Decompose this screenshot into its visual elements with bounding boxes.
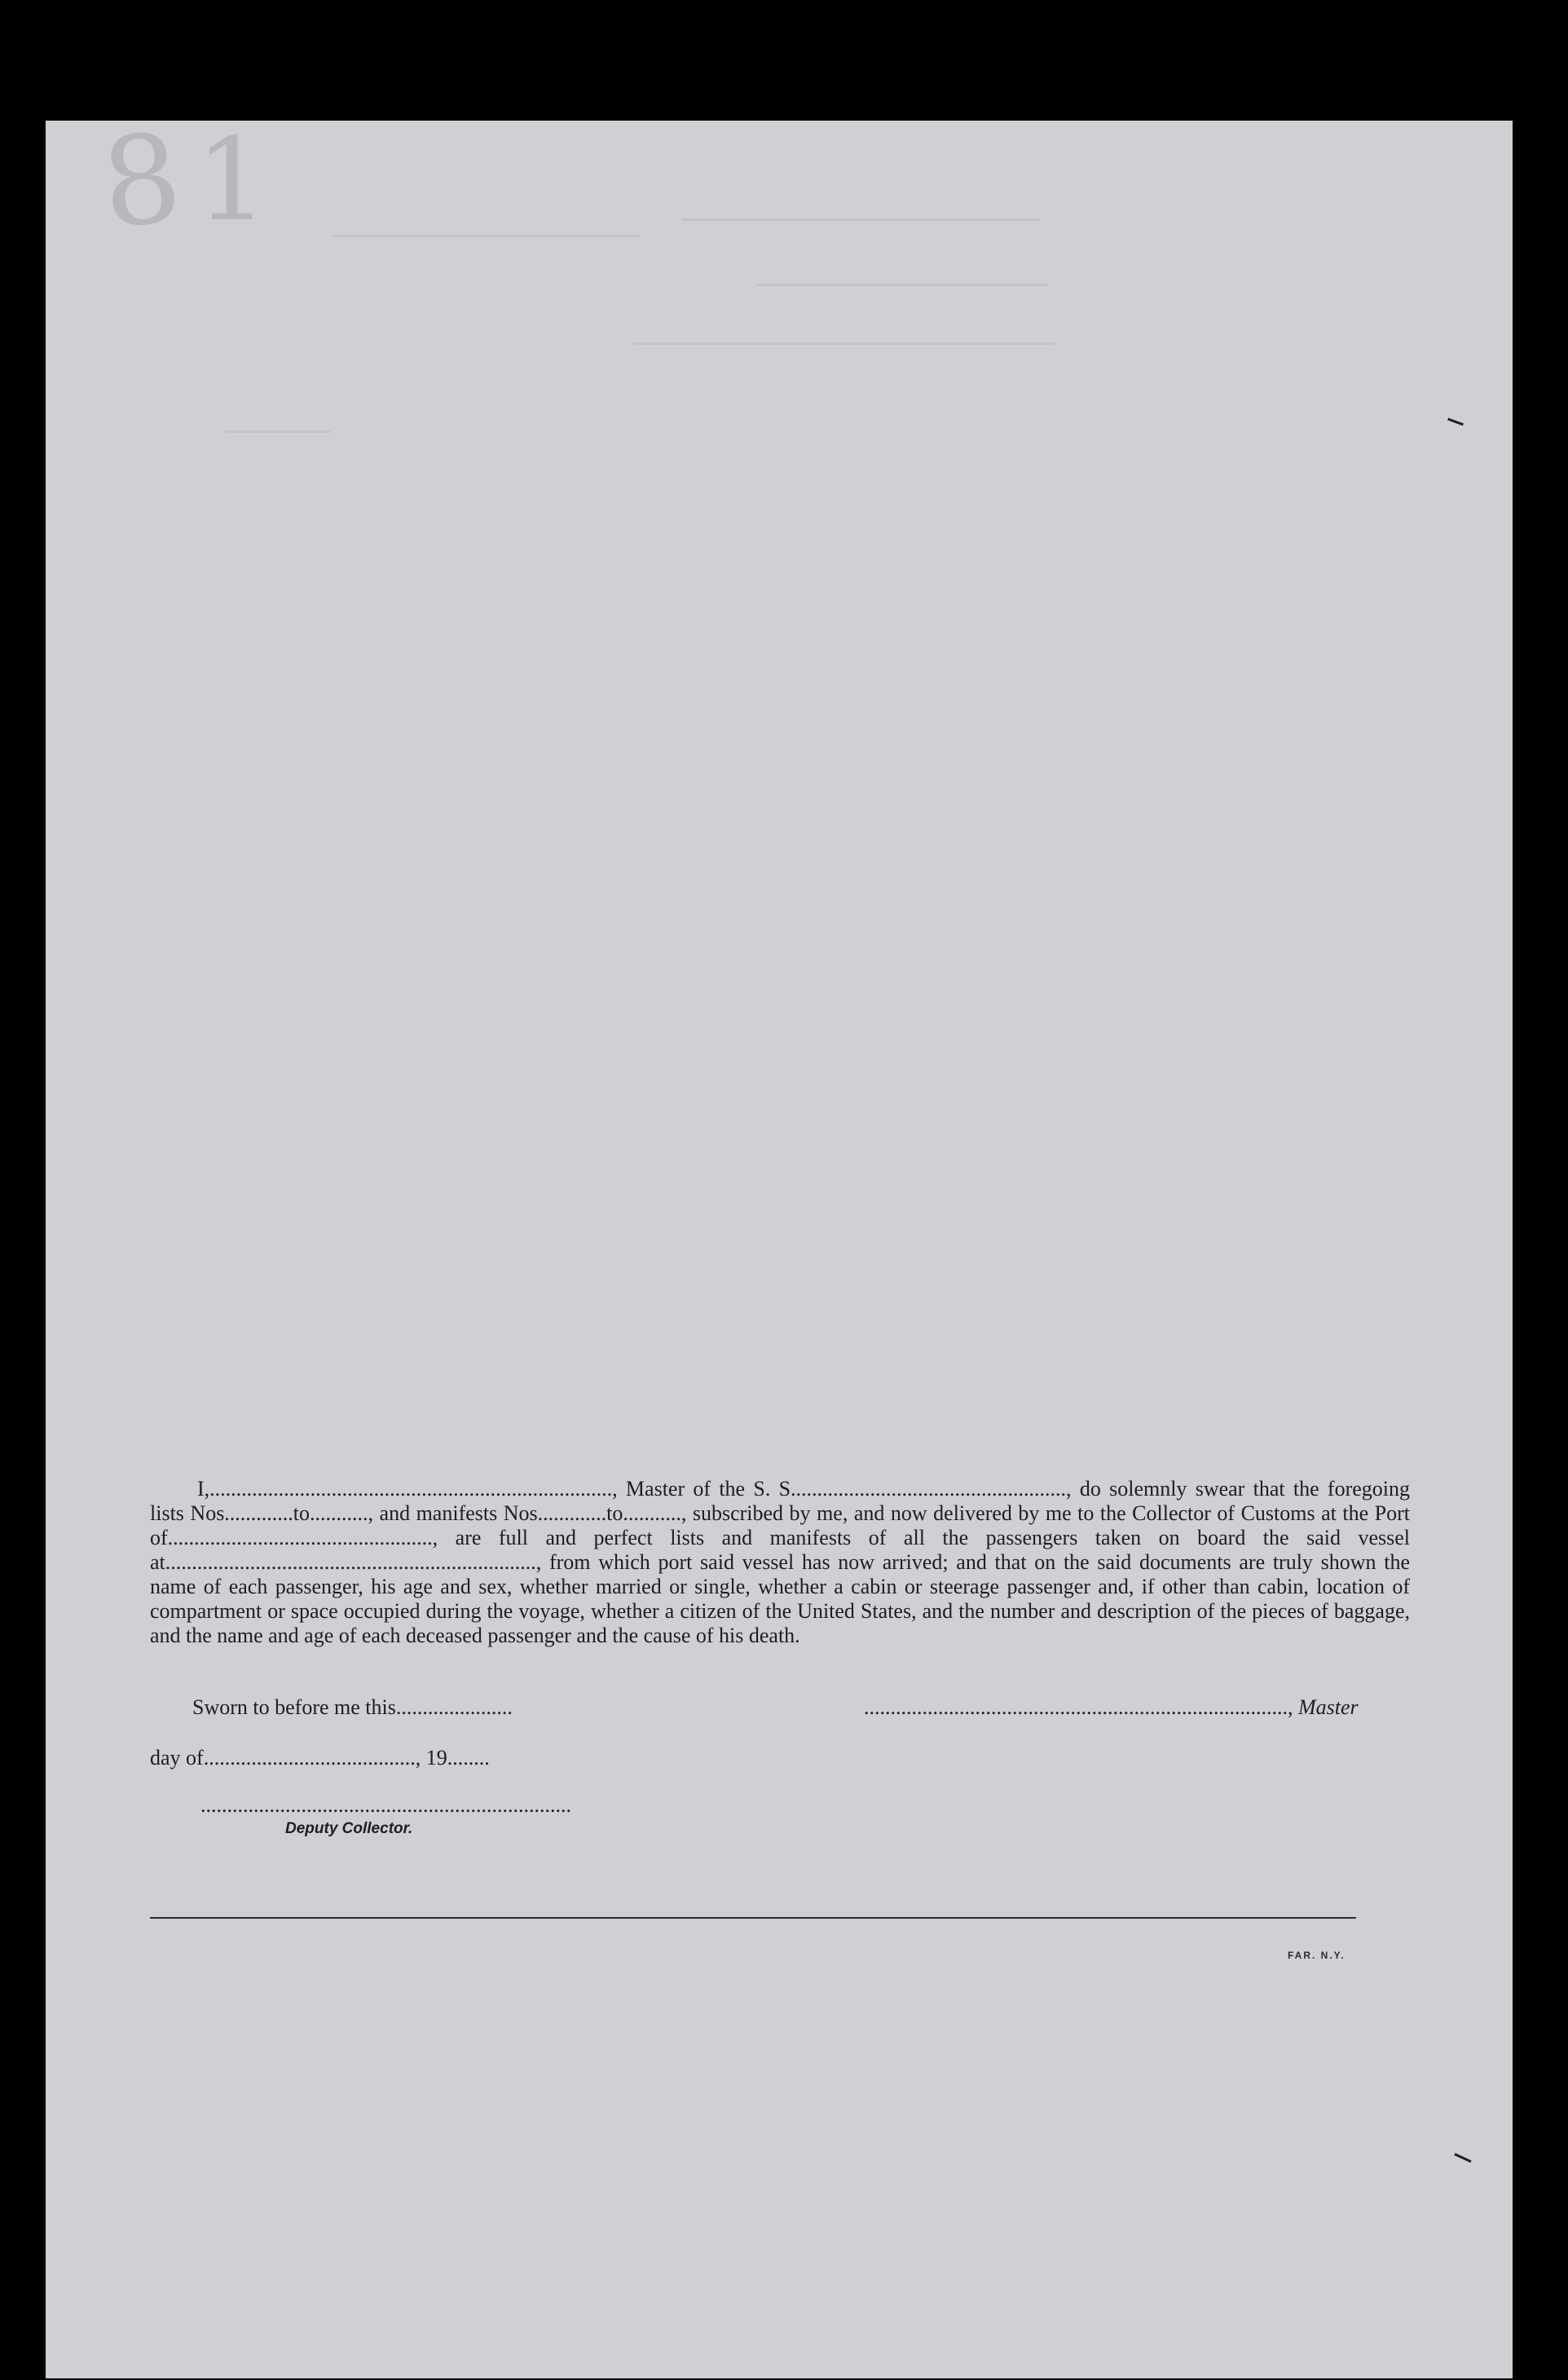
margin-check-mark bbox=[1447, 418, 1464, 426]
deputy-collector-label: Deputy Collector. bbox=[285, 1820, 413, 1837]
faded-bleedthrough-line bbox=[331, 235, 641, 237]
faded-handwritten-number-8: 8 bbox=[95, 107, 188, 257]
master-signature-line bbox=[864, 1695, 1359, 1720]
date-line: day of........................................, 19........ bbox=[150, 1746, 490, 1770]
footer-rule bbox=[150, 1917, 1356, 1919]
faded-handwritten-number-1: 1 bbox=[196, 114, 269, 247]
faded-bleedthrough-line bbox=[632, 342, 1056, 345]
oath-text: I,............................................................................, Master of the S. S...................................................., do solemnly swear that the foregoing lists Nos.............to..........., and manifests Nos.............to..........., subscribed by me, and now delivered by me to the Collector of Customs at the Port of.................................................., are full and perfect lists and manifests of all the passengers taken on board the said vessel at......................................................................, from which port said vessel has now arrived; and that on the said documents are truly shown the name of each passenger, his age and sex, whether married or single, whether a cabin or steerage passenger and, if other than cabin, location of compartment or space occupied during the voyage, whether a citizen of the United States, and the number and description of the pieces of baggage, and the name and age of each deceased passenger and the cause of his death. bbox=[150, 1477, 1410, 1647]
faded-bleedthrough-line bbox=[225, 430, 331, 433]
margin-check-mark bbox=[1454, 2153, 1471, 2162]
deputy-collector-signature-line: ...................................................................... bbox=[200, 1793, 571, 1817]
document-page bbox=[46, 107, 1513, 2378]
master-label: Master bbox=[1298, 1695, 1359, 1719]
master-signature-dots: ................................................................................, bbox=[864, 1695, 1293, 1719]
faded-bleedthrough-line bbox=[755, 284, 1048, 286]
masters-oath-paragraph bbox=[150, 1477, 1410, 1648]
faded-bleedthrough-line bbox=[681, 218, 1040, 221]
sworn-before-line: Sworn to before me this...................... bbox=[192, 1695, 513, 1719]
printer-mark: FAR. N.Y. bbox=[1288, 1950, 1346, 1961]
